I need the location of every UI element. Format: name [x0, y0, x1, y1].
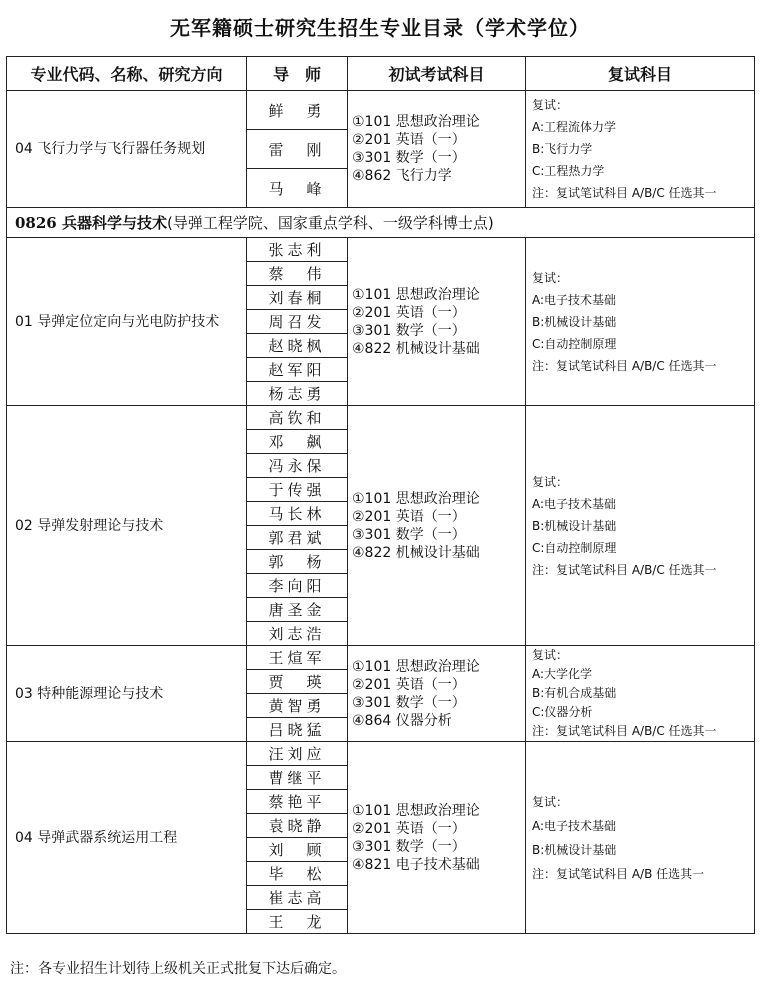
exam-item: ①101 思想政治理论 [352, 802, 480, 819]
footnote: 注：各专业招生计划待上级机关正式批复下达后确定。 [10, 961, 346, 977]
page-title: 无军籍硕士研究生招生专业目录（学术学位） [170, 16, 590, 40]
retest-item: B:有机合成基础 [532, 686, 617, 700]
exam-item: ③301 数学（一） [352, 150, 466, 166]
header-exam: 初试考试科目 [348, 57, 526, 91]
exam-item: ③301 数学（一） [352, 322, 466, 339]
exam-item: ①101 思想政治理论 [352, 658, 480, 675]
retest-item: A:电子技术基础 [532, 292, 617, 307]
table-row [7, 646, 755, 670]
exam-item: ③301 数学（一） [352, 694, 466, 711]
retest-item: C:自动控制原理 [532, 540, 617, 555]
retest-item: B:机械设计基础 [532, 842, 617, 857]
retest-item: 复试： [532, 98, 569, 112]
retest-item: A:大学化学 [532, 667, 593, 681]
retest-item: B:飞行力学 [532, 142, 593, 156]
tutor-cell: 马 峰 [247, 169, 348, 208]
tutor-cell: 汪刘应 [247, 742, 348, 766]
tutor-cell: 邓 飙 [247, 430, 348, 454]
tutor-cell: 蔡艳平 [247, 790, 348, 814]
tutor-cell: 王煊军 [247, 646, 348, 670]
tutor-cell: 毕 松 [247, 862, 348, 886]
header-direction: 专业代码、名称、研究方向 [7, 57, 247, 91]
retest-cell [526, 646, 755, 742]
retest-item: B:机械设计基础 [532, 314, 617, 329]
header-retest: 复试科目 [526, 57, 755, 91]
header-row [7, 57, 755, 91]
tutor-cell: 郭 杨 [247, 550, 348, 574]
exam-cell [348, 406, 526, 646]
retest-item: 注：复试笔试科目 A/B/C 任选其一 [532, 358, 717, 373]
retest-item: A:电子技术基础 [532, 818, 617, 833]
exam-item: ①101 思想政治理论 [352, 286, 480, 303]
tutor-cell: 刘 顾 [247, 838, 348, 862]
exam-item: ②201 英语（一） [352, 132, 466, 148]
tutor-cell: 高钦和 [247, 406, 348, 430]
tutor-cell: 袁晓静 [247, 814, 348, 838]
direction-cell: 02 导弹发射理论与技术 [7, 406, 247, 646]
table-row [7, 742, 755, 766]
retest-cell [526, 742, 755, 934]
exam-item: ④822 机械设计基础 [352, 544, 480, 561]
exam-item: ①101 思想政治理论 [352, 114, 480, 130]
tutor-cell: 吕晓猛 [247, 718, 348, 742]
exam-item: ①101 思想政治理论 [352, 490, 480, 507]
discipline-desc: (导弹工程学院、国家重点学科、一级学科博士点) [166, 214, 494, 232]
retest-item: C:工程热力学 [532, 164, 605, 178]
tutor-cell: 张志利 [247, 238, 348, 262]
direction-cell: 04 飞行力学与飞行器任务规划 [7, 91, 247, 208]
retest-item: 复试： [532, 474, 569, 489]
tutor-cell: 刘志浩 [247, 622, 348, 646]
tutor-cell: 赵晓枫 [247, 334, 348, 358]
tutor-cell: 蔡 伟 [247, 262, 348, 286]
tutor-cell: 于传强 [247, 478, 348, 502]
discipline-cell [7, 208, 755, 238]
tutor-cell: 唐圣金 [247, 598, 348, 622]
discipline-row [7, 208, 755, 238]
exam-cell [348, 91, 526, 208]
retest-item: 注：复试笔试科目 A/B/C 任选其一 [532, 562, 717, 577]
exam-item: ②201 英语（一） [352, 820, 466, 837]
retest-item: 复试： [532, 270, 569, 285]
tutor-cell: 崔志高 [247, 886, 348, 910]
retest-item: 注：复试笔试科目 A/B 任选其一 [532, 866, 705, 881]
retest-item: 注：复试笔试科目 A/B/C 任选其一 [532, 186, 717, 200]
tutor-cell: 雷 刚 [247, 130, 348, 169]
tutor-cell: 鲜 勇 [247, 91, 348, 130]
tutor-cell: 王 龙 [247, 910, 348, 934]
exam-item: ④862 飞行力学 [352, 168, 452, 184]
tutor-cell: 黄智勇 [247, 694, 348, 718]
retest-item: C:仪器分析 [532, 705, 593, 719]
exam-item: ③301 数学（一） [352, 838, 466, 855]
catalog-table [6, 56, 755, 934]
tutor-cell: 刘春桐 [247, 286, 348, 310]
exam-cell [348, 238, 526, 406]
retest-item: 复试： [532, 794, 569, 809]
table-row [7, 238, 755, 262]
direction-cell: 03 特种能源理论与技术 [7, 646, 247, 742]
direction-cell: 04 导弹武器系统运用工程 [7, 742, 247, 934]
tutor-cell: 冯永保 [247, 454, 348, 478]
exam-cell [348, 742, 526, 934]
exam-item: ②201 英语（一） [352, 304, 466, 321]
tutor-cell: 杨志勇 [247, 382, 348, 406]
tutor-cell: 赵军阳 [247, 358, 348, 382]
table-row [7, 91, 755, 130]
tutor-cell: 曹继平 [247, 766, 348, 790]
retest-cell [526, 238, 755, 406]
discipline-name: 0826 兵器科学与技术 [15, 214, 167, 232]
exam-cell [348, 646, 526, 742]
exam-item: ④864 仪器分析 [352, 712, 452, 729]
tutor-cell: 郭君斌 [247, 526, 348, 550]
exam-item: ④822 机械设计基础 [352, 340, 480, 357]
exam-item: ④821 电子技术基础 [352, 856, 480, 873]
tutor-cell: 贾 瑛 [247, 670, 348, 694]
retest-item: 注：复试笔试科目 A/B/C 任选其一 [532, 724, 717, 738]
retest-cell [526, 406, 755, 646]
retest-item: B:机械设计基础 [532, 518, 617, 533]
retest-item: A:电子技术基础 [532, 496, 617, 511]
direction-cell: 01 导弹定位定向与光电防护技术 [7, 238, 247, 406]
tutor-cell: 周召发 [247, 310, 348, 334]
table-row [7, 406, 755, 430]
retest-item: 复试： [532, 648, 569, 662]
tutor-cell: 马长林 [247, 502, 348, 526]
retest-item: A:工程流体力学 [532, 120, 617, 134]
exam-item: ②201 英语（一） [352, 676, 466, 693]
tutor-cell: 李向阳 [247, 574, 348, 598]
retest-cell [526, 91, 755, 208]
exam-item: ②201 英语（一） [352, 508, 466, 525]
retest-item: C:自动控制原理 [532, 336, 617, 351]
header-tutor: 导 师 [247, 57, 348, 91]
exam-item: ③301 数学（一） [352, 526, 466, 543]
